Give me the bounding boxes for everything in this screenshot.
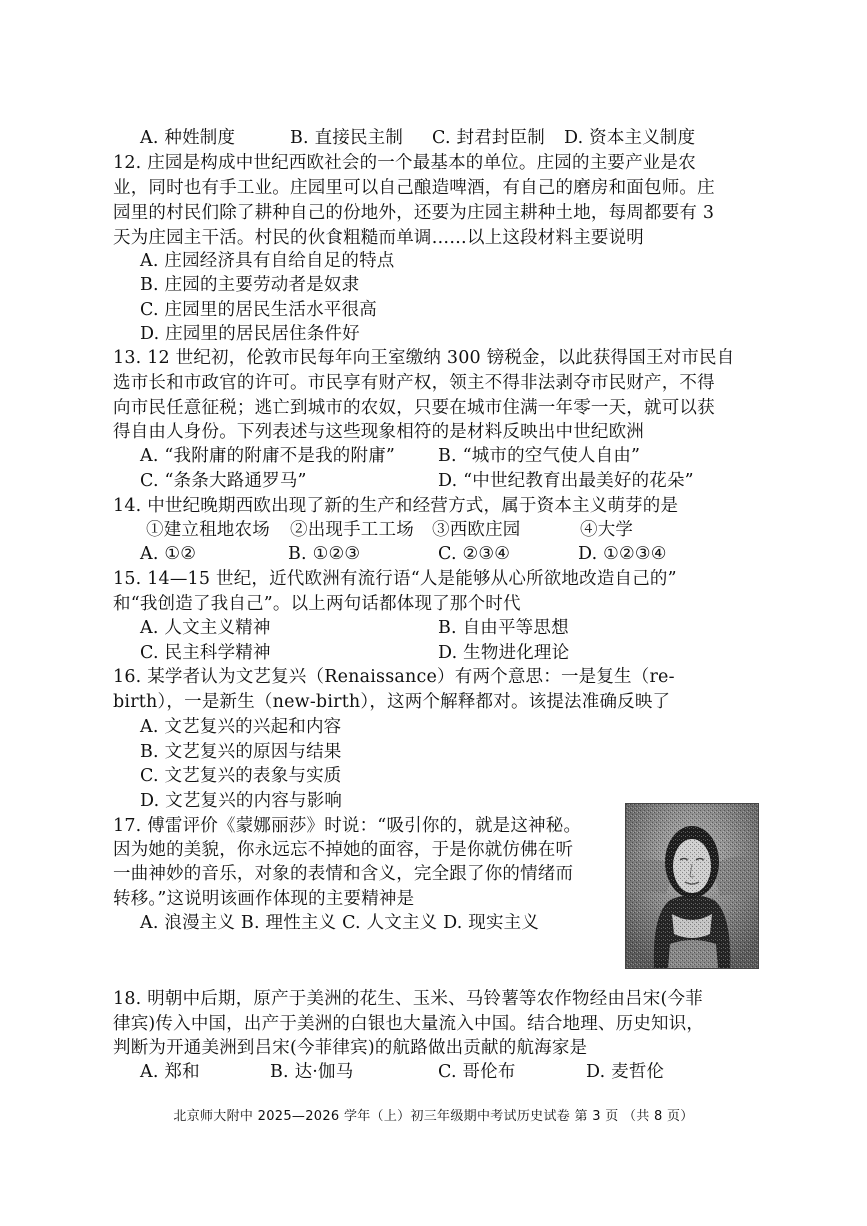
q18-option-c: C. 哥伦布 [438, 1062, 516, 1082]
q11-option-b: B. 直接民主制 [290, 128, 404, 148]
q12-stem-line: 12. 庄园是构成中世纪西欧社会的一个最基本的单位。庄园的主要产业是农 [113, 153, 696, 173]
q15-option-d: D. 生物进化理论 [438, 643, 570, 663]
q12-option-d: D. 庄园里的居民居住条件好 [140, 324, 360, 344]
q18-option-b: B. 达·伽马 [270, 1062, 354, 1082]
q13-stem-line: 向市民任意征税；逃亡到城市的农奴，只要在城市住满一年零一天，就可以获 [113, 398, 715, 418]
q18-stem-line: 18. 明朝中后期，原产于美洲的花生、玉米、马铃薯等农作物经由吕宋(今菲 [113, 989, 703, 1009]
q14-stem: 14. 中世纪晚期西欧出现了新的生产和经营方式，属于资本主义萌芽的是 [113, 496, 679, 516]
q12-stem-line: 业，同时也有手工业。庄园里可以自己酿造啤酒，有自己的磨房和面包师。庄 [113, 178, 715, 198]
q16-stem-line: birth），一是新生（new-birth），这两个解释都对。该提法准确反映了 [113, 692, 671, 712]
q11-option-c: C. 封君封臣制 [432, 128, 545, 148]
q15-option-c: C. 民主科学精神 [140, 643, 271, 663]
q14-option-a: A. ①② [140, 544, 197, 564]
q15-stem-line: 和“我创造了我自己”。以上两句话都体现了那个时代 [113, 594, 521, 614]
q15-option-a: A. 人文主义精神 [140, 618, 271, 638]
q17-options: A. 浪漫主义 B. 理性主义 C. 人文主义 D. 现实主义 [140, 913, 540, 933]
mona-lisa-portrait-graphic [626, 804, 758, 968]
q11-option-d: D. 资本主义制度 [564, 128, 696, 148]
q12-option-b: B. 庄园的主要劳动者是奴隶 [140, 275, 360, 295]
q17-stem-line: 一曲神妙的音乐，对象的表情和含义，完全跟了你的情绪而 [113, 864, 574, 884]
q16-option-a: A. 文艺复兴的兴起和内容 [140, 717, 342, 737]
q12-option-c: C. 庄园里的居民生活水平很高 [140, 300, 377, 320]
q17-stem-line: 17. 傅雷评价《蒙娜丽莎》时说：“吸引你的，就是这神秘。 [113, 816, 582, 836]
q15-stem-line: 15. 14—15 世纪，近代欧洲有流行语“人是能够从心所欲地改造自己的” [113, 569, 677, 589]
q12-option-a: A. 庄园经济具有自给自足的特点 [140, 251, 395, 271]
q16-option-b: B. 文艺复兴的原因与结果 [140, 742, 342, 762]
q17-stem-line: 转移。”这说明该画作体现的主要精神是 [113, 889, 415, 909]
q14-option-c: C. ②③④ [438, 544, 511, 564]
q14-option-d: D. ①②③④ [578, 544, 667, 564]
q13-option-a: A. “我附庸的附庸不是我的附庸” [140, 446, 396, 466]
q13-stem-line: 得自由人身份。下列表述与这些现象相符的是材料反映出中世纪欧洲 [113, 422, 644, 442]
q13-option-b: B. “城市的空气使人自由” [438, 446, 641, 466]
q12-stem-line: 园里的村民们除了耕种自己的份地外，还要为庄园主耕种土地，每周都要有 3 [113, 203, 715, 223]
q13-stem-line: 选市长和市政官的许可。市民享有财产权，领主不得非法剥夺市民财产，不得 [113, 373, 715, 393]
q18-stem-line: 律宾)传入中国，出产于美洲的白银也大量流入中国。结合地理、历史知识， [113, 1014, 705, 1034]
q16-stem-line: 16. 某学者认为文艺复兴（Renaissance）有两个意思：一是复生（re- [113, 667, 675, 687]
q14-item-2: ②出现手工工场 [290, 520, 414, 540]
q11-option-a: A. 种姓制度 [140, 128, 236, 148]
q16-option-d: D. 文艺复兴的内容与影响 [140, 791, 343, 811]
q13-stem-line: 13. 12 世纪初，伦敦市民每年向王室缴纳 300 镑税金，以此获得国王对市民自 [113, 348, 735, 368]
page-footer: 北京师大附中 2025—2026 学年（上）初三年级期中考试历史试卷 第 3 页 （共 8 页） [173, 1109, 694, 1124]
q14-option-b: B. ①②③ [288, 544, 361, 564]
q12-stem-line: 天为庄园主干活。村民的伙食粗糙而单调……以上这段材料主要说明 [113, 228, 644, 248]
q16-option-c: C. 文艺复兴的表象与实质 [140, 766, 342, 786]
q14-item-3: ③西欧庄园 [432, 520, 521, 540]
mona-lisa-image [625, 803, 759, 969]
q14-item-1: ①建立租地农场 [146, 520, 270, 540]
q15-option-b: B. 自由平等思想 [438, 618, 569, 638]
q13-option-d: D. “中世纪教育出最美好的花朵” [438, 471, 694, 491]
q17-stem-line: 因为她的美貌，你永远忘不掉她的面容，于是你就仿佛在听 [113, 840, 574, 860]
q18-stem-line: 判断为开通美洲到吕宋(今菲律宾)的航路做出贡献的航海家是 [113, 1038, 588, 1058]
q18-option-d: D. 麦哲伦 [586, 1062, 665, 1082]
q13-option-c: C. “条条大路通罗马” [140, 471, 307, 491]
q18-option-a: A. 郑和 [140, 1062, 200, 1082]
q14-item-4: ④大学 [580, 520, 634, 540]
